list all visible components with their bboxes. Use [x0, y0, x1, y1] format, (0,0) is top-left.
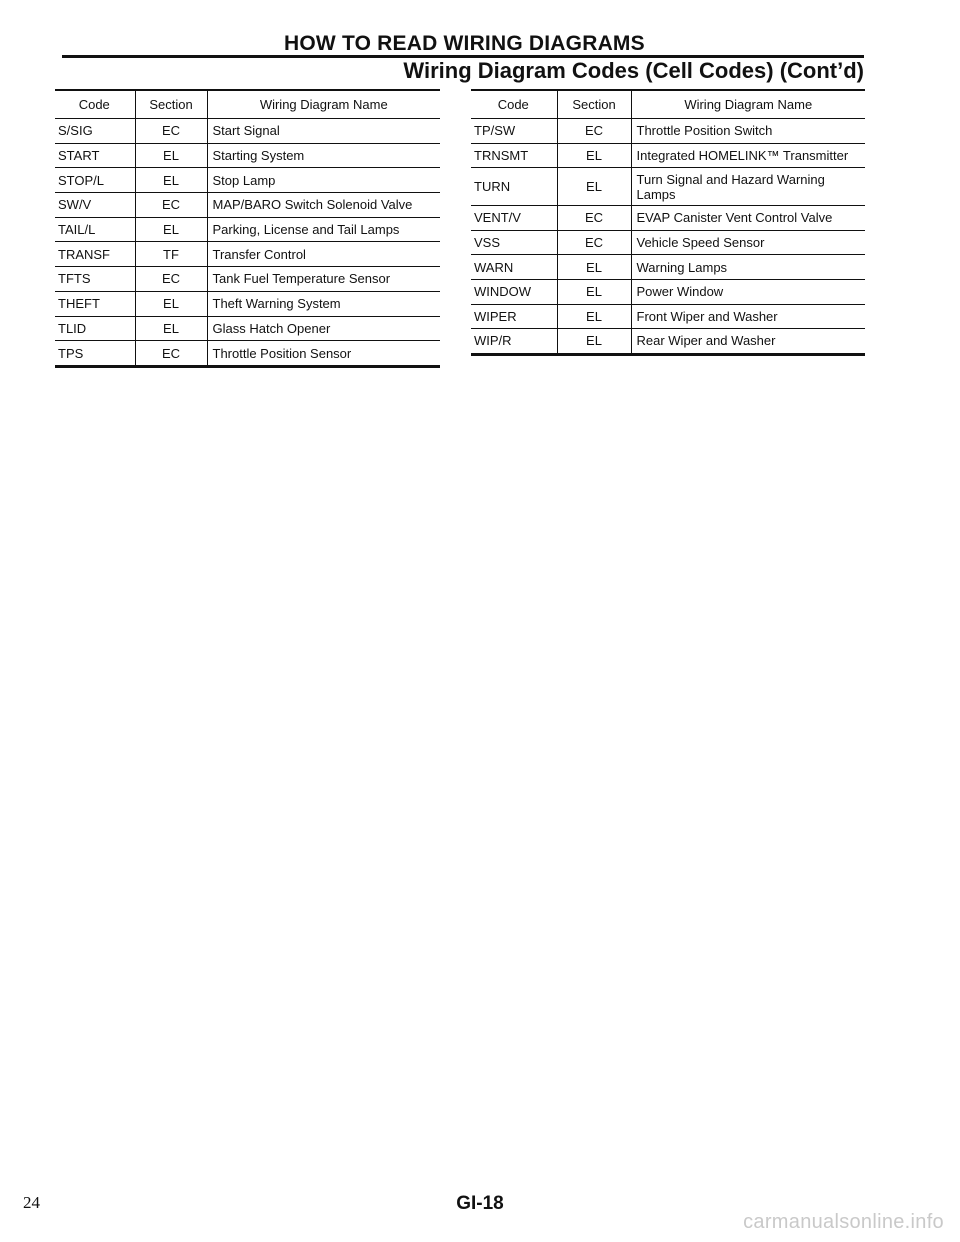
- cell-section: EL: [135, 143, 207, 168]
- table-row: [471, 206, 865, 231]
- cell-code: TRANSF: [55, 242, 135, 267]
- table-row: [55, 267, 440, 292]
- cell-section: EC: [135, 193, 207, 218]
- table-row: [471, 143, 865, 168]
- cell-name: Tank Fuel Temperature Sensor: [207, 267, 440, 292]
- cell-section: EL: [557, 279, 631, 304]
- cell-section: EC: [135, 267, 207, 292]
- cell-code: VSS: [471, 230, 557, 255]
- table-row: [55, 168, 440, 193]
- cell-section: TF: [135, 242, 207, 267]
- cell-name: Glass Hatch Opener: [207, 316, 440, 341]
- table-row: [471, 119, 865, 144]
- cell-name: EVAP Canister Vent Control Valve: [631, 206, 865, 231]
- table-row: [55, 193, 440, 218]
- table-row: [471, 255, 865, 280]
- cell-code: TURN: [471, 168, 557, 206]
- cell-name: Integrated HOMELINK™ Transmitter: [631, 143, 865, 168]
- column-header-code: Code: [471, 90, 557, 119]
- cell-name: Turn Signal and Hazard Warning Lamps: [631, 168, 865, 206]
- cell-name: Warning Lamps: [631, 255, 865, 280]
- table-row: [55, 341, 440, 367]
- table-header-row: [471, 90, 865, 119]
- cell-name: Front Wiper and Washer: [631, 304, 865, 329]
- cell-code: VENT/V: [471, 206, 557, 231]
- cell-code: WINDOW: [471, 279, 557, 304]
- column-header-section: Section: [557, 90, 631, 119]
- cell-name: Stop Lamp: [207, 168, 440, 193]
- chapter-title: HOW TO READ WIRING DIAGRAMS: [284, 32, 645, 55]
- cell-code: TP/SW: [471, 119, 557, 144]
- cell-code: WIP/R: [471, 329, 557, 355]
- table-row: [55, 217, 440, 242]
- wiring-codes-table-left: [55, 89, 440, 368]
- cell-name: Parking, License and Tail Lamps: [207, 217, 440, 242]
- cell-code: SW/V: [55, 193, 135, 218]
- column-header-section: Section: [135, 90, 207, 119]
- folio-code: GI-18: [456, 1193, 504, 1214]
- cell-name: Start Signal: [207, 119, 440, 144]
- column-header-code: Code: [55, 90, 135, 119]
- column-header-name: Wiring Diagram Name: [631, 90, 865, 119]
- cell-code: TFTS: [55, 267, 135, 292]
- cell-section: EL: [135, 217, 207, 242]
- cell-name: Power Window: [631, 279, 865, 304]
- table-row: [471, 230, 865, 255]
- cell-code: WIPER: [471, 304, 557, 329]
- cell-name: Vehicle Speed Sensor: [631, 230, 865, 255]
- cell-code: TPS: [55, 341, 135, 367]
- cell-section: EL: [557, 143, 631, 168]
- cell-section: EC: [135, 119, 207, 144]
- page-number: 24: [23, 1193, 40, 1212]
- cell-section: EL: [557, 329, 631, 355]
- table-row: [55, 316, 440, 341]
- cell-code: TLID: [55, 316, 135, 341]
- cell-section: EC: [557, 206, 631, 231]
- watermark-text: carmanualsonline.info: [743, 1211, 944, 1233]
- section-title: Wiring Diagram Codes (Cell Codes) (Cont’d): [403, 58, 864, 83]
- cell-section: EC: [135, 341, 207, 367]
- cell-code: THEFT: [55, 291, 135, 316]
- table-row: [471, 304, 865, 329]
- cell-code: TRNSMT: [471, 143, 557, 168]
- table-row: [471, 279, 865, 304]
- cell-section: EL: [135, 291, 207, 316]
- wiring-codes-table-right: [471, 89, 865, 356]
- cell-code: TAIL/L: [55, 217, 135, 242]
- cell-code: STOP/L: [55, 168, 135, 193]
- cell-section: EL: [557, 168, 631, 206]
- cell-code: S/SIG: [55, 119, 135, 144]
- table-row: [55, 143, 440, 168]
- cell-section: EL: [135, 168, 207, 193]
- cell-name: Transfer Control: [207, 242, 440, 267]
- table-row: [471, 329, 865, 355]
- table-row: [55, 119, 440, 144]
- cell-name: Throttle Position Switch: [631, 119, 865, 144]
- table-row: [471, 168, 865, 206]
- cell-name: Starting System: [207, 143, 440, 168]
- cell-name: MAP/BARO Switch Solenoid Valve: [207, 193, 440, 218]
- cell-name: Theft Warning System: [207, 291, 440, 316]
- cell-section: EL: [557, 255, 631, 280]
- table-header-row: [55, 90, 440, 119]
- column-header-name: Wiring Diagram Name: [207, 90, 440, 119]
- cell-code: WARN: [471, 255, 557, 280]
- cell-name: Rear Wiper and Washer: [631, 329, 865, 355]
- table-row: [55, 291, 440, 316]
- cell-section: EC: [557, 230, 631, 255]
- cell-section: EL: [557, 304, 631, 329]
- cell-section: EL: [135, 316, 207, 341]
- cell-name: Throttle Position Sensor: [207, 341, 440, 367]
- cell-section: EC: [557, 119, 631, 144]
- cell-code: START: [55, 143, 135, 168]
- table-row: [55, 242, 440, 267]
